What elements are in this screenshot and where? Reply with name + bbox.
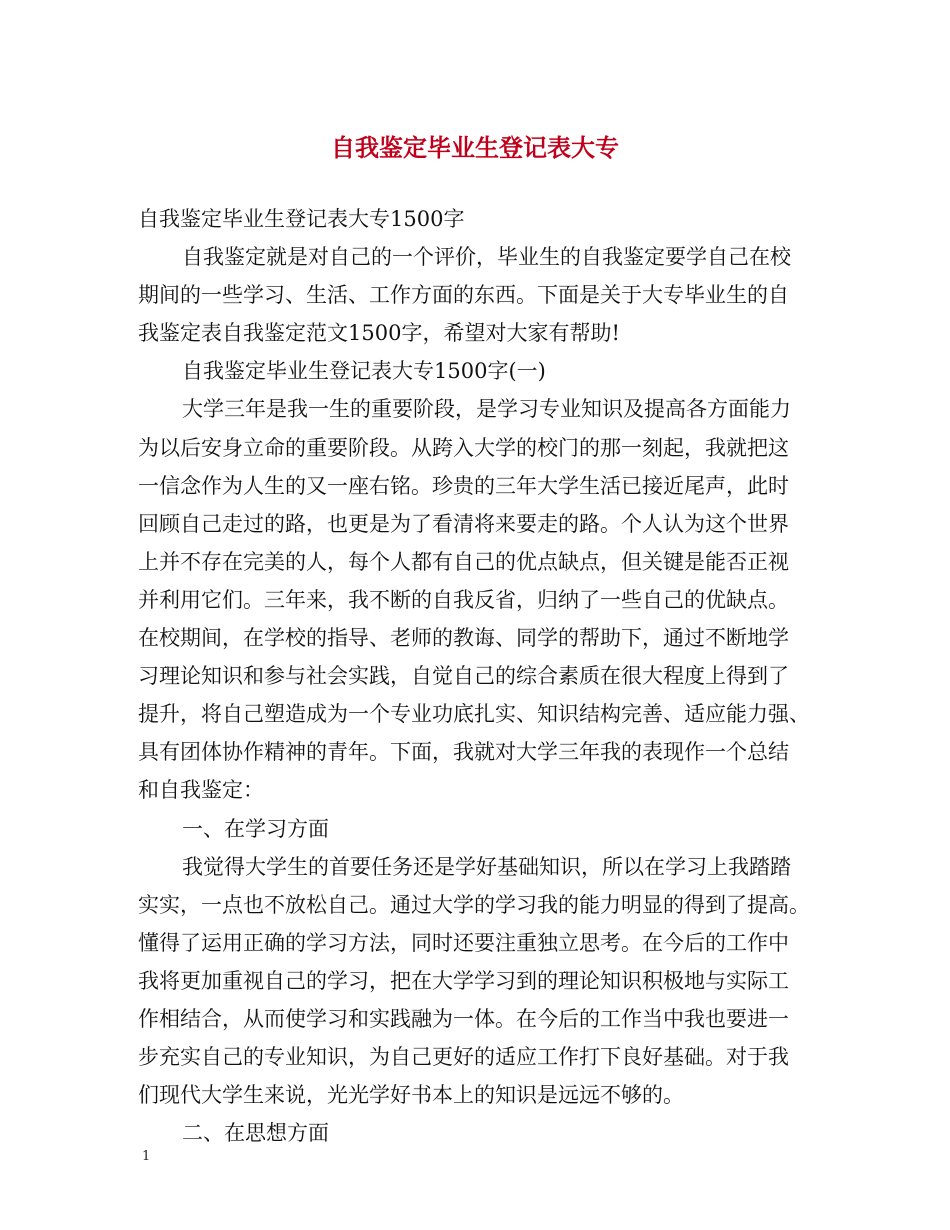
paragraph-line: 们现代大学生来说，光光学好书本上的知识是远远不够的。 (138, 1083, 684, 1108)
paragraph-line: 大学三年是我一生的重要阶段，是学习专业知识及提高各方面能力 (182, 397, 791, 422)
paragraph-line: 我觉得大学生的首要任务还是学好基础知识，所以在学习上我踏踏 (182, 854, 791, 879)
page-number: 1 (142, 1149, 151, 1164)
paragraph-line: 懂得了运用正确的学习方法，同时还要注重独立思考。在今后的工作中 (138, 930, 789, 955)
paragraph-line: 期间的一些学习、生活、工作方面的东西。下面是关于大专毕业生的自 (138, 283, 789, 308)
document-body (138, 200, 823, 1152)
paragraph-line: 回顾自己走过的路，也更是为了看清将来要走的路。个人认为这个世界 (138, 511, 789, 536)
paragraph-line: 我鉴定表自我鉴定范文1500字，希望对大家有帮助! (138, 321, 620, 346)
paragraph-line: 提升，将自己塑造成为一个专业功底扎实、知识结构完善、适应能力强、 (138, 702, 810, 727)
paragraph-line: 习理论知识和参与社会实践，自觉自己的综合素质在很大程度上得到了 (138, 664, 789, 689)
document-title: 自我鉴定毕业生登记表大专 (331, 134, 619, 162)
paragraph-line: 实实，一点也不放松自己。通过大学的学习我的能力明显的得到了提高。 (138, 892, 810, 917)
section-heading: 自我鉴定毕业生登记表大专1500字(一) (182, 359, 546, 384)
paragraph-line: 并利用它们。三年来，我不断的自我反省，归纳了一些自己的优缺点。 (138, 587, 789, 612)
paragraph-line: 步充实自己的专业知识，为自己更好的适应工作打下良好基础。对于我 (138, 1045, 789, 1070)
paragraph-line: 作相结合，从而使学习和实践融为一体。在今后的工作当中我也要进一 (138, 1006, 789, 1031)
section-heading: 二、在思想方面 (182, 1121, 329, 1146)
paragraph-line: 为以后安身立命的重要阶段。从跨入大学的校门的那一刻起，我就把这 (138, 435, 789, 460)
paragraph-line: 一信念作为人生的又一座右铭。珍贵的三年大学生活已接近尾声，此时 (138, 473, 789, 498)
paragraph-line: 在校期间，在学校的指导、老师的教诲、同学的帮助下，通过不断地学 (138, 626, 789, 651)
paragraph-line: 和自我鉴定： (138, 778, 264, 803)
paragraph-line: 我将更加重视自己的学习，把在大学学习到的理论知识积极地与实际工 (138, 968, 789, 993)
paragraph-line: 具有团体协作精神的青年。下面，我就对大学三年我的表现作一个总结 (138, 740, 789, 765)
section-heading: 一、在学习方面 (182, 816, 329, 841)
subtitle-line: 自我鉴定毕业生登记表大专1500字 (138, 207, 465, 231)
paragraph-line: 上并不存在完美的人，每个人都有自己的优点缺点，但关键是能否正视 (138, 549, 789, 574)
paragraph-line: 自我鉴定就是对自己的一个评价，毕业生的自我鉴定要学自己在校 (182, 245, 791, 270)
